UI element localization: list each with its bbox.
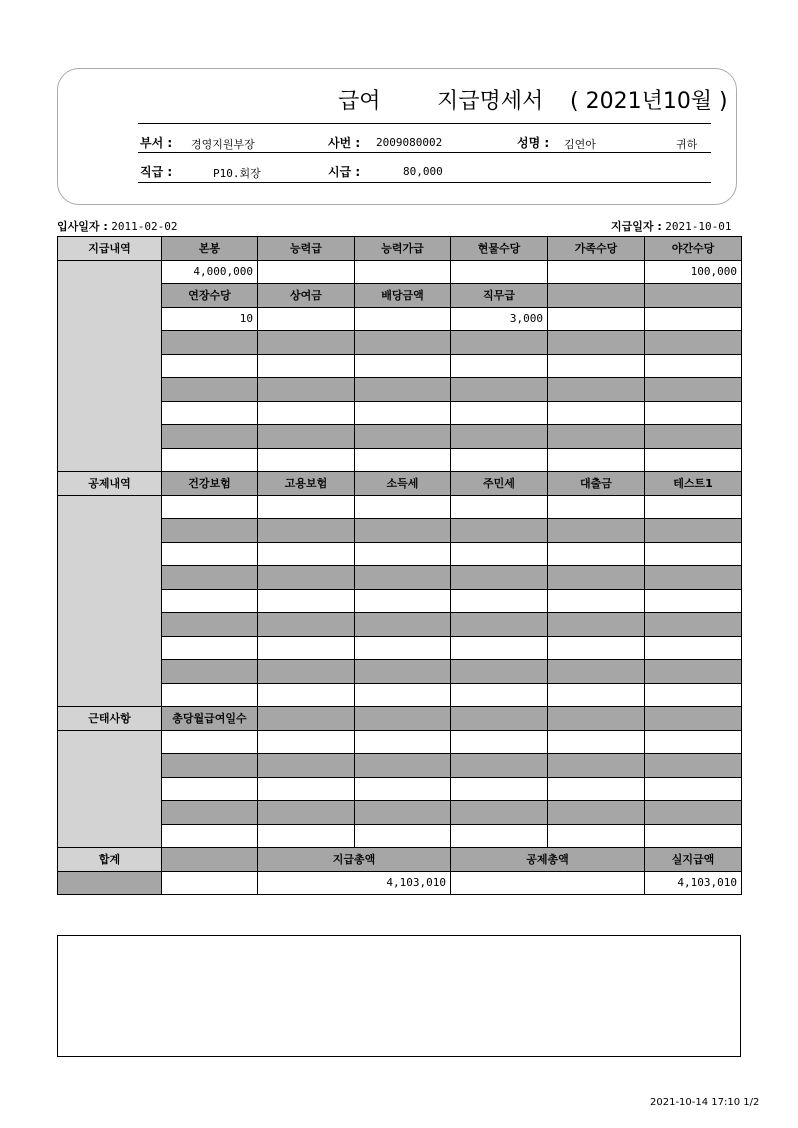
attendance-header: [451, 707, 548, 731]
pay-header: [645, 284, 742, 308]
deduction-header: 건강보험: [162, 472, 258, 496]
attendance-header: [355, 707, 451, 731]
name-value: 김연아: [564, 138, 596, 151]
deduction-header: 테스트1: [645, 472, 742, 496]
pay-header: 현물수당: [451, 237, 548, 261]
pay-value: 10: [162, 307, 258, 331]
pay-value: [258, 307, 355, 331]
deduction-header: 주민세: [451, 472, 548, 496]
totals-label: 합계: [58, 848, 162, 872]
dept-label: 부서 :: [140, 136, 173, 150]
blank-row: [58, 730, 742, 754]
payments-value-row: [58, 260, 742, 284]
doc-title-statement: 지급명세서: [437, 89, 544, 114]
emp-no-value: 2009080002: [376, 136, 443, 149]
pay-value: 3,000: [451, 307, 548, 331]
pay-date-value: 2021-10-01: [665, 220, 732, 233]
totals-blank-header: [162, 848, 258, 872]
deduction-header: 소득세: [355, 472, 451, 496]
print-timestamp: 2021-10-14 17:10 1/2: [650, 1097, 760, 1108]
attendance-header: [548, 707, 645, 731]
hire-date-value: 2011-02-02: [111, 220, 178, 233]
totals-blank-cell: [162, 871, 258, 895]
blank-row: [58, 495, 742, 519]
pay-value: [548, 307, 645, 331]
pay-header: [548, 284, 645, 308]
emp-no-label: 사번 :: [328, 136, 361, 150]
totals-header-row: [58, 848, 742, 872]
pay-header: 상여금: [258, 284, 355, 308]
header-rule-top: [138, 123, 711, 124]
deductions-section-label: 공제내역: [58, 472, 162, 496]
pay-header: 야간수당: [645, 237, 742, 261]
pay-date-label: 지급일자 :: [611, 220, 662, 233]
pay-value: [645, 307, 742, 331]
net-pay-value: 4,103,010: [645, 871, 742, 895]
pay-value: [548, 260, 645, 284]
pay-value: [258, 260, 355, 284]
hire-date-label: 입사일자 :: [57, 220, 108, 233]
pay-total-label: 지급총액: [258, 848, 451, 872]
totals-side-cell: [58, 871, 162, 895]
pay-value: 4,000,000: [162, 260, 258, 284]
pay-header: 직무급: [451, 284, 548, 308]
name-label: 성명 :: [517, 136, 550, 150]
pay-value: [355, 260, 451, 284]
honorific: 귀하: [676, 138, 698, 151]
attendance-section-label: 근태사항: [58, 707, 162, 731]
hire-date: [57, 218, 177, 234]
payments-side-panel: [58, 260, 162, 472]
payments-header-row: [58, 237, 742, 261]
attendance-header: [645, 707, 742, 731]
net-pay-label: 실지급액: [645, 848, 742, 872]
pay-value: [451, 260, 548, 284]
attendance-header-row: [58, 707, 742, 731]
payments-section-label: 지급내역: [58, 237, 162, 261]
deduct-total-value: [451, 871, 645, 895]
deductions-side-panel: [58, 495, 162, 707]
pay-header: 가족수당: [548, 237, 645, 261]
attendance-side-panel: [58, 730, 162, 848]
grade-value: P10.회장: [213, 167, 261, 180]
deduct-total-label: 공제총액: [451, 848, 645, 872]
pay-header: 능력급: [258, 237, 355, 261]
memo-box: [57, 935, 741, 1057]
deduction-header: 대출금: [548, 472, 645, 496]
payslip-table: [57, 236, 742, 895]
pay-header: 연장수당: [162, 284, 258, 308]
dept-value: 경영지원부장: [191, 138, 255, 151]
header-rule-mid: [138, 152, 711, 153]
hourly-label: 시급 :: [328, 165, 361, 179]
pay-header: 본봉: [162, 237, 258, 261]
pay-value: 100,000: [645, 260, 742, 284]
attendance-header: [258, 707, 355, 731]
grade-label: 직급 :: [140, 165, 173, 179]
pay-value: [355, 307, 451, 331]
deductions-header-row: [58, 472, 742, 496]
doc-title-pay: 급여: [338, 89, 381, 114]
header-rule-bottom: [138, 182, 711, 183]
pay-date: [611, 218, 731, 234]
pay-period: ( 2021년10월 ): [570, 89, 728, 114]
attendance-header: 총당월급여일수: [162, 707, 258, 731]
pay-total-value: 4,103,010: [258, 871, 451, 895]
pay-header: 능력가급: [355, 237, 451, 261]
totals-value-row: [58, 871, 742, 895]
pay-header: 배당금액: [355, 284, 451, 308]
deduction-header: 고용보험: [258, 472, 355, 496]
hourly-value: 80,000: [403, 165, 443, 178]
